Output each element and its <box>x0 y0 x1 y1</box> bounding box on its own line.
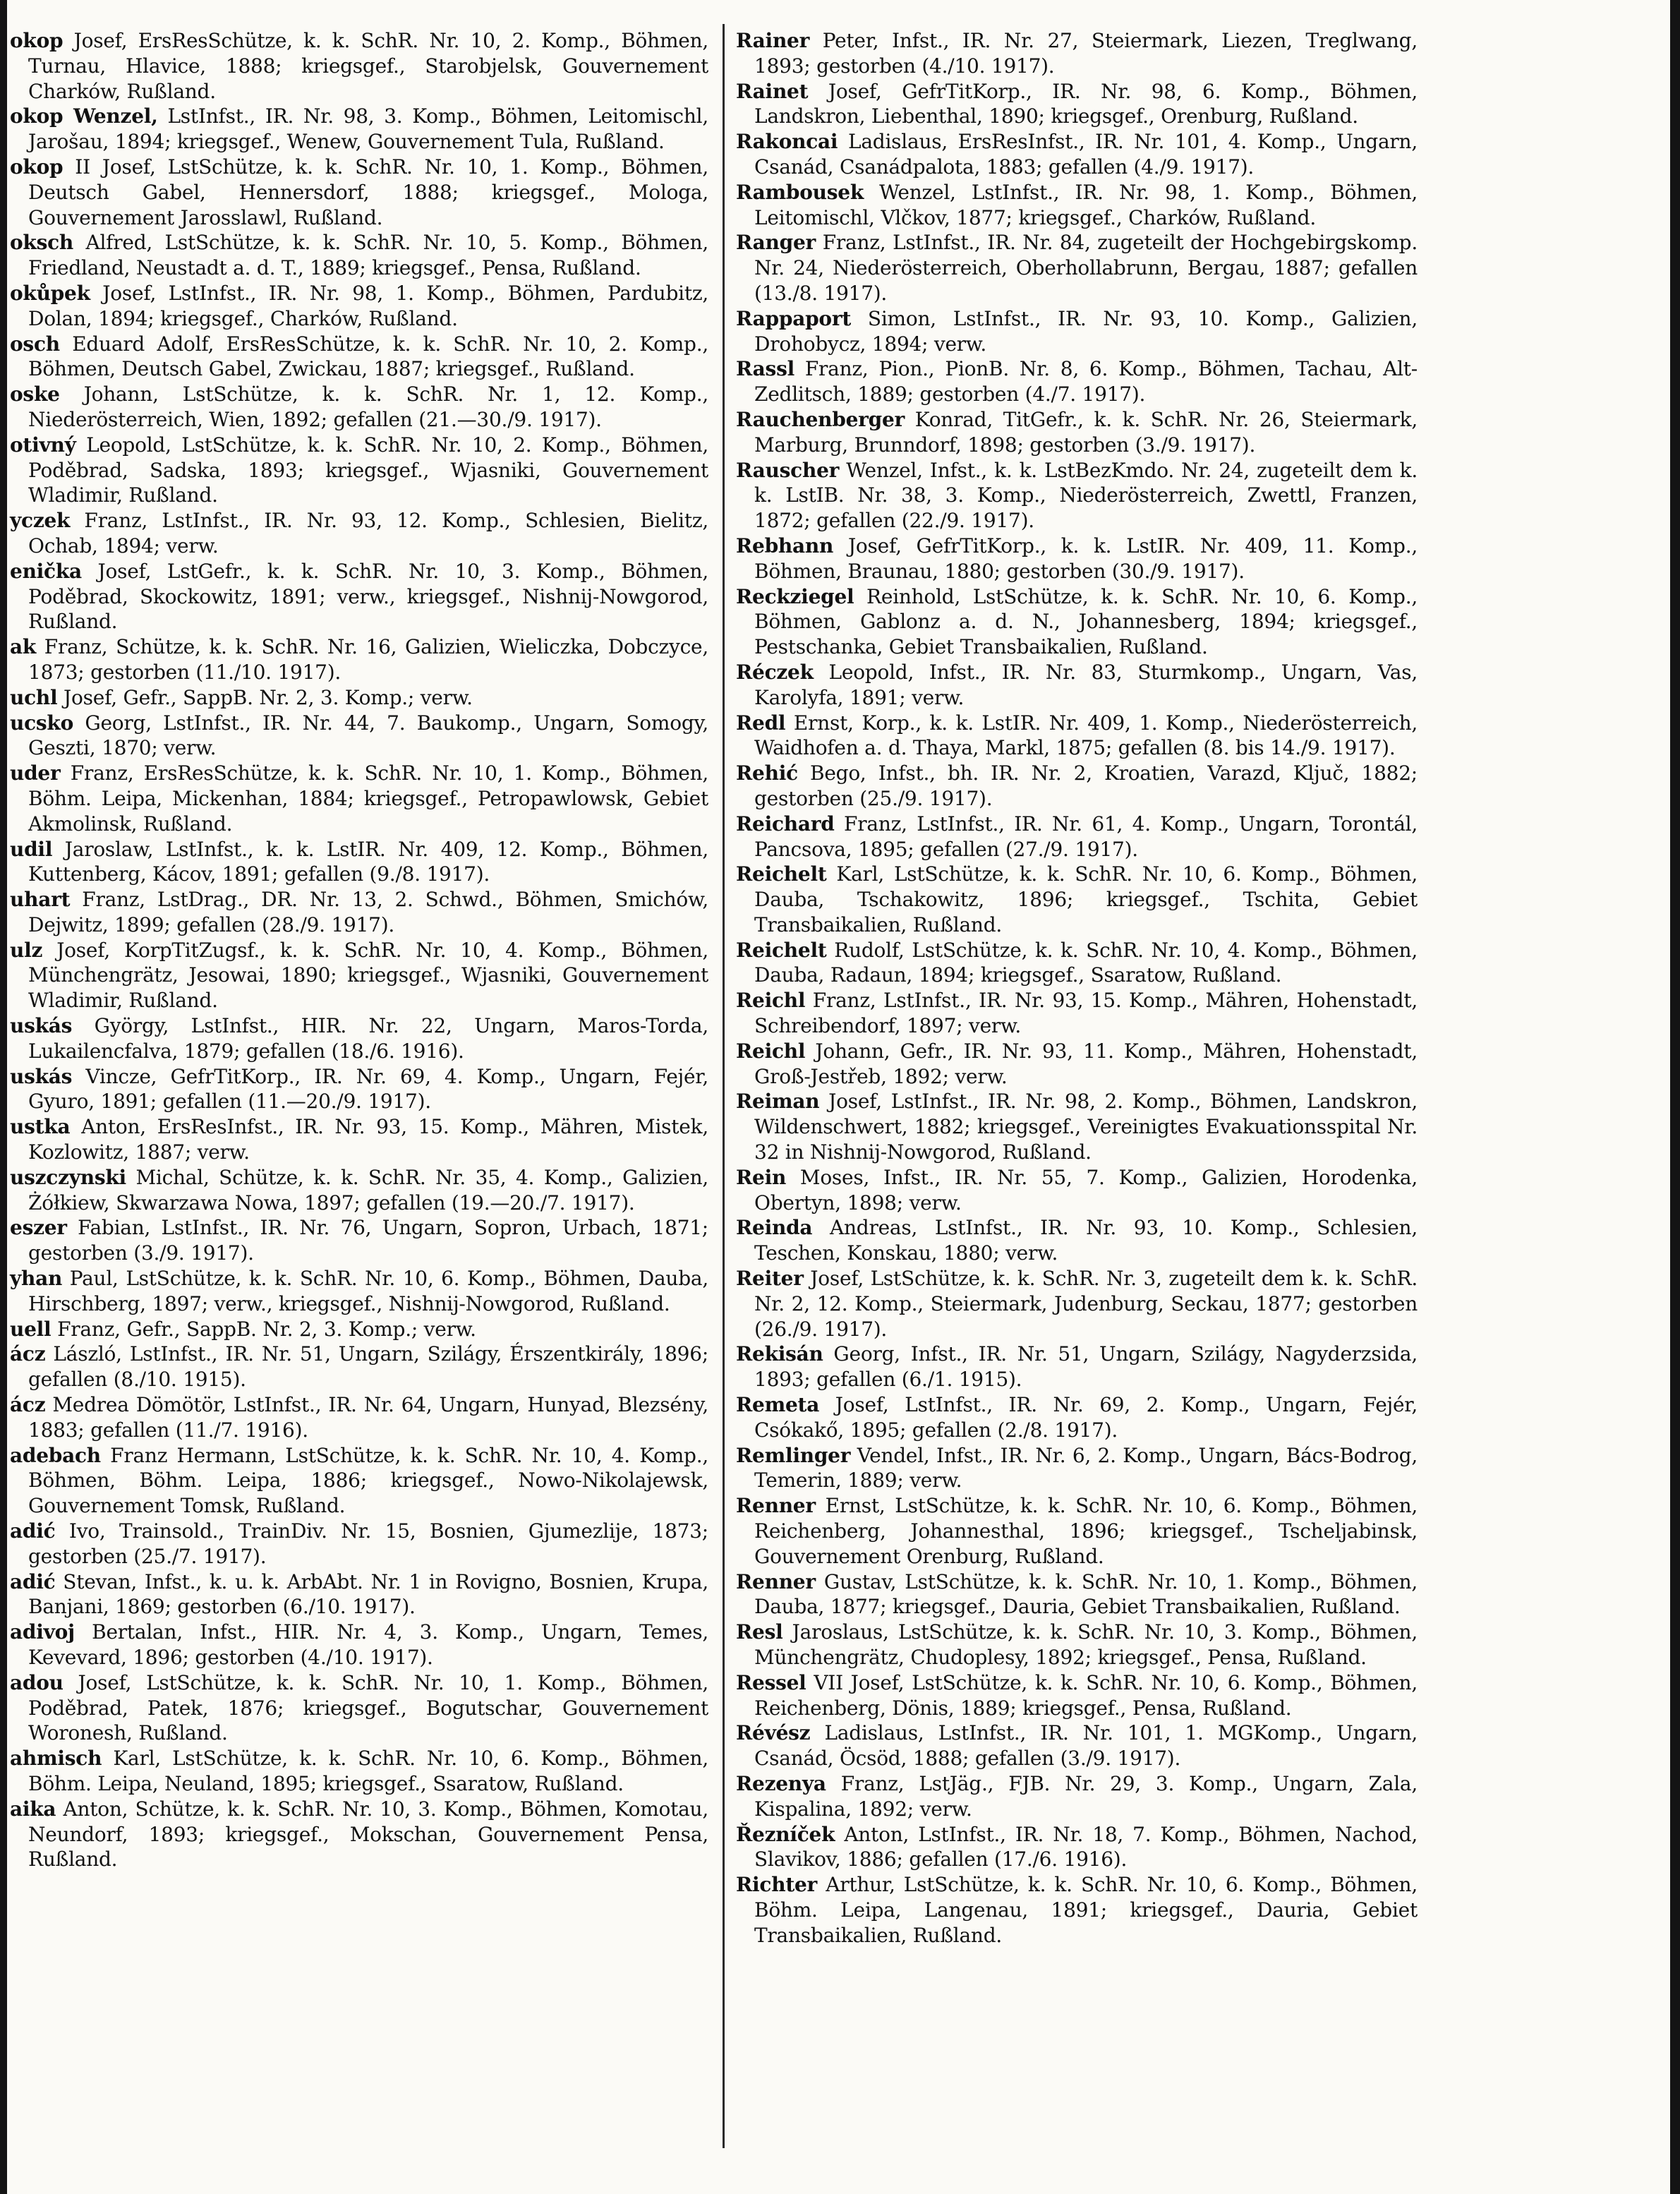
entry-details: Karl, LstSchütze, k. k. SchR. Nr. 10, 6. Komp., Böhmen, Böhm. Leipa, Neuland, 1895; kriegsgef., Ssaratow, Rußland. <box>28 1747 708 1795</box>
entry-details: Peter, Infst., IR. Nr. 27, Steiermark, Liezen, Treglwang, 1893; gestorben (4./10. 1917). <box>754 29 1418 78</box>
entry-details: Georg, Infst., IR. Nr. 51, Ungarn, Szilágy, Nagyderzsida, 1893; gefallen (6./1. 1915). <box>754 1342 1418 1392</box>
entry-details: Jaroslaw, LstInfst., k. k. LstIR. Nr. 409, 12. Komp., Böhmen, Kuttenberg, Kácov, 1891; gefallen (9./8. 1917). <box>28 837 708 886</box>
list-entry <box>736 761 1418 812</box>
list-entry <box>10 1013 708 1064</box>
list-entry <box>736 711 1418 761</box>
list-entry <box>10 508 708 559</box>
list-entry <box>736 812 1418 862</box>
entry-details: Josef, GefrTitKorp., k. k. LstIR. Nr. 409, 11. Komp., Böhmen, Braunau, 1880; gestorben (30./9. 1917). <box>754 534 1418 583</box>
entry-surname: Rehić <box>736 761 798 785</box>
entry-details: Rudolf, LstSchütze, k. k. SchR. Nr. 10, 4. Komp., Böhmen, Dauba, Radaun, 1894; kriegsgef., Ssaratow, Rußland. <box>754 938 1418 987</box>
list-entry <box>736 988 1418 1039</box>
list-entry <box>10 281 708 332</box>
list-entry <box>736 1089 1418 1164</box>
list-entry <box>10 1746 708 1797</box>
list-entry <box>736 534 1418 584</box>
entry-surname: Révész <box>736 1721 811 1745</box>
entry-surname: Řezníček <box>736 1822 835 1846</box>
list-entry <box>10 230 708 281</box>
entry-details: Medrea Dömötör, LstInfst., IR. Nr. 64, Ungarn, Hunyad, Blezsény, 1883; gefallen (11./7. 1916). <box>28 1393 708 1442</box>
list-entry <box>736 862 1418 937</box>
list-entry <box>736 1392 1418 1443</box>
entry-details: Josef, LstGefr., k. k. SchR. Nr. 10, 3. Komp., Böhmen, Poděbrad, Skockowitz, 1891; verw., kriegsgef., Nishnij-Nowgorod, Rußland. <box>28 559 708 634</box>
entry-surname: otivný <box>10 433 76 457</box>
entry-details: Alfred, LstSchütze, k. k. SchR. Nr. 10, 5. Komp., Böhmen, Friedland, Neustadt a. d. T., 1889; kriegsgef., Pensa, Rußland. <box>28 231 708 280</box>
entry-details: Franz Hermann, LstSchütze, k. k. SchR. Nr. 10, 4. Komp., Böhmen, Böhm. Leipa, 1886; kriegsgef., Nowo-Nikolajewsk, Gouvernement Tomsk, Rußland. <box>28 1443 708 1518</box>
entry-surname: Rekisán <box>736 1342 823 1366</box>
entry-details: Franz, LstInfst., IR. Nr. 93, 12. Komp., Schlesien, Bielitz, Ochab, 1894; verw. <box>28 509 708 557</box>
left-column <box>10 28 708 1872</box>
entry-details: Andreas, LstInfst., IR. Nr. 93, 10. Komp., Schlesien, Teschen, Konskau, 1880; verw. <box>754 1216 1418 1265</box>
entry-surname: okop <box>10 155 64 179</box>
list-entry <box>10 382 708 433</box>
list-entry <box>736 1670 1418 1721</box>
entry-surname: yczek <box>10 509 71 533</box>
entry-surname: Reiter <box>736 1267 804 1291</box>
entry-details: Stevan, Infst., k. u. k. ArbAbt. Nr. 1 in Rovigno, Bosnien, Krupa, Banjani, 1869; gestorben (6./10. 1917). <box>28 1569 708 1619</box>
entry-surname: Renner <box>736 1494 816 1518</box>
entry-surname: Ressel <box>736 1670 806 1694</box>
list-entry <box>10 28 708 104</box>
list-entry <box>10 887 708 938</box>
entry-surname: Rauchenberger <box>736 407 905 431</box>
entry-details: Franz, LstInfst., IR. Nr. 61, 4. Komp., Ungarn, Torontál, Pancsova, 1895; gefallen (27./9. 1917). <box>754 812 1418 861</box>
entry-details: Michal, Schütze, k. k. SchR. Nr. 35, 4. Komp., Galizien, Żółkiew, Skwarzawa Nowa, 1897; gefallen (19.—20./7. 1917). <box>28 1165 708 1214</box>
list-entry <box>736 938 1418 989</box>
list-entry <box>10 1443 708 1519</box>
entry-surname: Reckziegel <box>736 584 854 608</box>
entry-surname: yhan <box>10 1267 63 1291</box>
list-entry <box>10 1266 708 1317</box>
list-entry <box>736 1620 1418 1670</box>
list-entry <box>736 660 1418 711</box>
list-entry <box>736 1039 1418 1090</box>
list-entry <box>736 1872 1418 1948</box>
left-scan-edge <box>0 0 7 2194</box>
list-entry <box>736 79 1418 130</box>
entry-surname: Richter <box>736 1873 818 1897</box>
entry-details: Konrad, TitGefr., k. k. SchR. Nr. 26, Steiermark, Marburg, Brunndorf, 1898; gestorben (3./9. 1917). <box>754 407 1418 457</box>
list-entry <box>10 1620 708 1670</box>
entry-details: VII Josef, LstSchütze, k. k. SchR. Nr. 10, 6. Komp., Böhmen, Reichenberg, Dönis, 1889; kriegsgef., Pensa, Rußland. <box>754 1670 1418 1720</box>
entry-surname: adić <box>10 1519 56 1543</box>
entry-surname: adivoj <box>10 1620 75 1644</box>
entry-surname: ustka <box>10 1115 71 1139</box>
entry-surname: Rainer <box>736 29 810 52</box>
list-entry <box>10 433 708 508</box>
entry-surname: Redl <box>736 711 786 735</box>
entry-details: Karl, LstSchütze, k. k. SchR. Nr. 10, 6. Komp., Böhmen, Dauba, Tschakowitz, 1896; kriegsgef., Tschita, Gebiet Transbaikalien, Rußland. <box>754 862 1418 936</box>
list-entry <box>10 711 708 761</box>
entry-details: Simon, LstInfst., IR. Nr. 93, 10. Komp., Galizien, Drohobycz, 1894; verw. <box>754 306 1418 356</box>
entry-surname: adić <box>10 1569 56 1593</box>
list-entry <box>736 230 1418 306</box>
list-entry <box>10 1392 708 1443</box>
entry-surname: adebach <box>10 1443 101 1467</box>
list-entry <box>736 407 1418 458</box>
entry-surname: Rebhann <box>736 534 834 557</box>
entry-surname: Rakoncai <box>736 130 838 154</box>
entry-details: Franz, LstInfst., IR. Nr. 93, 15. Komp., Mähren, Hohenstadt, Schreibendorf, 1897; verw. <box>754 989 1418 1038</box>
entry-surname: Reichl <box>736 989 806 1013</box>
entry-surname: Remeta <box>736 1393 820 1417</box>
list-entry <box>736 28 1418 79</box>
list-entry <box>10 837 708 888</box>
entry-surname: okop Wenzel, <box>10 104 158 128</box>
entry-details: Anton, Schütze, k. k. SchR. Nr. 10, 3. Komp., Böhmen, Komotau, Neundorf, 1893; kriegsgef., Mokschan, Gouvernement Pensa, Rußland. <box>28 1797 708 1871</box>
entry-details: Franz, Gefr., SappB. Nr. 2, 3. Komp.; verw. <box>51 1317 476 1341</box>
entry-surname: Réczek <box>736 660 814 684</box>
list-entry <box>10 685 708 711</box>
list-entry <box>10 761 708 836</box>
list-entry <box>10 1797 708 1872</box>
entry-details: Josef, Gefr., SappB. Nr. 2, 3. Komp.; verw. <box>57 685 473 709</box>
entry-surname: okop <box>10 29 64 52</box>
entry-details: LstInfst., IR. Nr. 98, 3. Komp., Böhmen, Leitomischl, Jarošau, 1894; kriegsgef., Wenew, Gouvernement Tula, Rußland. <box>28 104 708 154</box>
list-entry <box>10 1569 708 1620</box>
entry-details: Johann, Gefr., IR. Nr. 93, 11. Komp., Mähren, Hohenstadt, Groß-Jestřeb, 1892; verw. <box>754 1039 1418 1088</box>
column-divider <box>723 24 725 2148</box>
entry-surname: Renner <box>736 1569 816 1593</box>
entry-surname: uchl <box>10 685 58 709</box>
entry-details: Bego, Infst., bh. IR. Nr. 2, Kroatien, Varazd, Ključ, 1882; gestorben (25./9. 1917). <box>754 761 1418 810</box>
entry-details: Vendel, Infst., IR. Nr. 6, 2. Komp., Ungarn, Bács-Bodrog, Temerin, 1889; verw. <box>754 1443 1418 1493</box>
entry-details: Eduard Adolf, ErsResSchütze, k. k. SchR. Nr. 10, 2. Komp., Böhmen, Deutsch Gabel, Zwickau, 1887; kriegsgef., Rußland. <box>28 332 708 381</box>
entry-surname: Rauscher <box>736 458 840 482</box>
list-entry <box>736 180 1418 231</box>
list-entry <box>736 1569 1418 1620</box>
entry-details: Ladislaus, LstInfst., IR. Nr. 101, 1. MGKomp., Ungarn, Csanád, Öcsöd, 1888; gefallen (3./9. 1917). <box>754 1721 1418 1771</box>
entry-surname: uskás <box>10 1064 73 1088</box>
list-entry <box>736 1165 1418 1216</box>
entry-details: László, LstInfst., IR. Nr. 51, Ungarn, Szilágy, Érszentkirály, 1896; gefallen (8./10. 1915). <box>28 1342 708 1392</box>
entry-surname: Remlinger <box>736 1443 851 1467</box>
list-entry <box>10 559 708 634</box>
entry-surname: uskás <box>10 1014 73 1038</box>
entry-details: Bertalan, Infst., HIR. Nr. 4, 3. Komp., Ungarn, Temes, Kevevard, 1896; gestorben (4./10. 1917). <box>28 1620 708 1669</box>
list-entry <box>10 938 708 1013</box>
entry-surname: eszer <box>10 1216 67 1240</box>
entry-details: Josef, ErsResSchütze, k. k. SchR. Nr. 10, 2. Komp., Böhmen, Turnau, Hlavice, 1888; kriegsgef., Starobjelsk, Gouvernement Charków, Rußland. <box>28 29 708 103</box>
list-entry <box>736 1493 1418 1569</box>
list-entry <box>10 1342 708 1392</box>
entry-details: Ernst, Korp., k. k. LstIR. Nr. 409, 1. Komp., Niederösterreich, Waidhofen a. d. Thaya, Markl, 1875; gefallen (8. bis 14./9. 1917). <box>754 711 1418 760</box>
entry-surname: ak <box>10 635 37 659</box>
entry-surname: ulz <box>10 938 43 962</box>
entry-details: Franz, ErsResSchütze, k. k. SchR. Nr. 10, 1. Komp., Böhmen, Böhm. Leipa, Mickenhan, 1884; kriegsgef., Petropawlowsk, Gebiet Akmolinsk, Rußland. <box>28 761 708 836</box>
entry-surname: Reiman <box>736 1090 820 1114</box>
list-entry <box>10 1519 708 1569</box>
entry-details: Josef, LstInfst., IR. Nr. 98, 1. Komp., Böhmen, Pardubitz, Dolan, 1894; kriegsgef., Charków, Rußland. <box>28 281 708 330</box>
entry-details: Arthur, LstSchütze, k. k. SchR. Nr. 10, 6. Komp., Böhmen, Böhm. Leipa, Langenau, 1891; kriegsgef., Dauria, Gebiet Transbaikalien, Rußland. <box>754 1873 1418 1947</box>
entry-surname: enička <box>10 559 82 583</box>
entry-details: Wenzel, Infst., k. k. LstBezKmdo. Nr. 24, zugeteilt dem k. k. LstIB. Nr. 38, 3. Komp., Niederösterreich, Zwettl, Franzen, 1872; gefallen (22./9. 1917). <box>754 458 1418 533</box>
entry-details: Moses, Infst., IR. Nr. 55, 7. Komp., Galizien, Horodenka, Obertyn, 1898; verw. <box>754 1165 1418 1214</box>
entry-details: Ladislaus, ErsResInfst., IR. Nr. 101, 4. Komp., Ungarn, Csanád, Csanádpalota, 1883; gefallen (4./9. 1917). <box>754 130 1418 179</box>
entry-surname: ácz <box>10 1393 46 1417</box>
entry-surname: Rambousek <box>736 180 864 204</box>
right-column <box>736 28 1418 1948</box>
list-entry <box>736 1771 1418 1822</box>
list-entry <box>736 458 1418 534</box>
entry-surname: udil <box>10 837 53 861</box>
entry-details: Ernst, LstSchütze, k. k. SchR. Nr. 10, 6. Komp., Böhmen, Reichenberg, Johannesthal, 1896; kriegsgef., Tscheljabinsk, Gouvernement Orenburg, Rußland. <box>754 1494 1418 1568</box>
entry-details: Franz, LstJäg., FJB. Nr. 29, 3. Komp., Ungarn, Zala, Kispalina, 1892; verw. <box>754 1771 1418 1821</box>
entry-details: II Josef, LstSchütze, k. k. SchR. Nr. 10, 1. Komp., Böhmen, Deutsch Gabel, Hennersdorf, 1888; kriegsgef., Mologa, Gouvernement Jarosslawl, Rußland. <box>28 155 708 229</box>
list-entry <box>736 129 1418 180</box>
entry-details: Josef, LstInfst., IR. Nr. 98, 2. Komp., Böhmen, Landskron, Wildenschwert, 1882; kriegsgef., Vereinigtes Evakuationsspital Nr. 32 in Nishnij-Nowgorod, Rußland. <box>754 1090 1418 1164</box>
entry-surname: Rassl <box>736 357 794 381</box>
entry-surname: okůpek <box>10 281 90 305</box>
entry-details: Leopold, Infst., IR. Nr. 83, Sturmkomp., Ungarn, Vas, Karolyfa, 1891; verw. <box>754 660 1418 709</box>
entry-details: Gustav, LstSchütze, k. k. SchR. Nr. 10, 1. Komp., Böhmen, Dauba, 1877; kriegsgef., Dauria, Gebiet Transbaikalien, Rußland. <box>754 1569 1418 1619</box>
list-entry <box>10 1114 708 1165</box>
list-entry <box>736 1822 1418 1873</box>
entry-details: Josef, LstSchütze, k. k. SchR. Nr. 3, zugeteilt dem k. k. SchR. Nr. 2, 12. Komp., Steiermark, Judenburg, Seckau, 1877; gestorben (26./9. 1917). <box>754 1267 1418 1341</box>
entry-surname: Reinda <box>736 1216 813 1240</box>
entry-details: Josef, GefrTitKorp., IR. Nr. 98, 6. Komp., Böhmen, Landskron, Liebenthal, 1890; kriegsgef., Orenburg, Rußland. <box>754 79 1418 128</box>
entry-details: Vincze, GefrTitKorp., IR. Nr. 69, 4. Komp., Ungarn, Fejér, Gyuro, 1891; gefallen (11.—20./9. 1917). <box>28 1064 708 1114</box>
list-entry <box>10 104 708 155</box>
entry-details: Anton, ErsResInfst., IR. Nr. 93, 15. Komp., Mähren, Mistek, Kozlowitz, 1887; verw. <box>28 1115 708 1164</box>
list-entry <box>10 634 708 685</box>
entry-surname: Ranger <box>736 231 816 255</box>
entry-surname: aika <box>10 1797 56 1821</box>
entry-surname: Rainet <box>736 79 809 103</box>
list-entry <box>10 1064 708 1115</box>
entry-details: György, LstInfst., HIR. Nr. 22, Ungarn, Maros-Torda, Lukailencfalva, 1879; gefallen (18./6. 1916). <box>28 1014 708 1063</box>
list-entry <box>10 1317 708 1342</box>
entry-details: Josef, LstInfst., IR. Nr. 69, 2. Komp., Ungarn, Fejér, Csókakő, 1895; gefallen (2./8. 1917). <box>754 1393 1418 1442</box>
entry-surname: oske <box>10 382 60 406</box>
list-entry <box>10 155 708 230</box>
entry-surname: Reichelt <box>736 938 827 962</box>
entry-details: Josef, KorpTitZugsf., k. k. SchR. Nr. 10, 4. Komp., Böhmen, Münchengrätz, Jesowai, 1890; kriegsgef., Wjasniki, Gouvernement Wladimir, Rußland. <box>28 938 708 1013</box>
entry-details: Franz, Pion., PionB. Nr. 8, 6. Komp., Böhmen, Tachau, Alt-Zedlitsch, 1889; gestorben (4./7. 1917). <box>754 357 1418 406</box>
entry-surname: Resl <box>736 1620 783 1644</box>
list-entry <box>10 1670 708 1746</box>
entry-surname: adou <box>10 1670 64 1694</box>
entry-details: Paul, LstSchütze, k. k. SchR. Nr. 10, 6. Komp., Böhmen, Dauba, Hirschberg, 1897; verw., kriegsgef., Nishnij-Nowgorod, Rußland. <box>28 1267 708 1315</box>
entry-surname: ucsko <box>10 711 73 735</box>
list-entry <box>736 584 1418 660</box>
entry-details: Ivo, Trainsold., TrainDiv. Nr. 15, Bosnien, Gjumezlije, 1873; gestorben (25./7. 1917). <box>28 1519 708 1568</box>
entry-details: Reinhold, LstSchütze, k. k. SchR. Nr. 10, 6. Komp., Böhmen, Gablonz a. d. N., Johannesberg, 1894; kriegsgef., Pestschanka, Gebiet Transbaikalien, Rußland. <box>754 584 1418 659</box>
entry-details: Franz, LstDrag., DR. Nr. 13, 2. Schwd., Böhmen, Smichów, Dejwitz, 1899; gefallen (28./9. 1917). <box>28 888 708 936</box>
list-entry <box>10 1215 708 1266</box>
entry-surname: Rezenya <box>736 1771 826 1795</box>
entry-surname: Reichelt <box>736 862 827 886</box>
entry-surname: Reichl <box>736 1039 806 1063</box>
list-entry <box>736 1215 1418 1266</box>
entry-details: Leopold, LstSchütze, k. k. SchR. Nr. 10, 2. Komp., Böhmen, Poděbrad, Sadska, 1893; kriegsgef., Wjasniki, Gouvernement Wladimir, Rußland. <box>28 433 708 507</box>
entry-details: Josef, LstSchütze, k. k. SchR. Nr. 10, 1. Komp., Böhmen, Poděbrad, Patek, 1876; kriegsgef., Bogutschar, Gouvernement Woronesh, Rußland. <box>28 1670 708 1745</box>
entry-surname: oksch <box>10 231 73 255</box>
entry-details: Wenzel, LstInfst., IR. Nr. 98, 1. Komp., Böhmen, Leitomischl, Vlčkov, 1877; kriegsgef., Charków, Rußland. <box>754 180 1418 229</box>
list-entry <box>736 1720 1418 1771</box>
entry-details: Franz, Schütze, k. k. SchR. Nr. 16, Galizien, Wieliczka, Dobczyce, 1873; gestorben (11./10. 1917). <box>28 635 708 684</box>
list-entry <box>10 332 708 382</box>
entry-surname: ácz <box>10 1342 46 1366</box>
list-entry <box>736 1443 1418 1494</box>
entry-surname: uszczynski <box>10 1165 126 1189</box>
list-entry <box>736 1342 1418 1392</box>
right-scan-edge <box>1670 0 1680 2194</box>
entry-surname: ahmisch <box>10 1747 102 1771</box>
entry-surname: osch <box>10 332 60 356</box>
entry-surname: Reichard <box>736 812 835 836</box>
entry-details: Georg, LstInfst., IR. Nr. 44, 7. Baukomp., Ungarn, Somogy, Geszti, 1870; verw. <box>28 711 708 760</box>
entry-surname: Rein <box>736 1165 787 1189</box>
entry-surname: Rappaport <box>736 306 852 330</box>
list-entry <box>10 1165 708 1216</box>
entry-details: Franz, LstInfst., IR. Nr. 84, zugeteilt der Hochgebirgskomp. Nr. 24, Niederösterreich, Oberhollabrunn, Bergau, 1887; gefallen (13./8. 1917). <box>754 231 1418 305</box>
entry-surname: uder <box>10 761 61 785</box>
entry-surname: uhart <box>10 888 71 912</box>
entry-surname: uell <box>10 1317 52 1341</box>
list-entry <box>736 1266 1418 1342</box>
entry-details: Anton, LstInfst., IR. Nr. 18, 7. Komp., Böhmen, Nachod, Slavikov, 1886; gefallen (17./6. 1916). <box>754 1822 1418 1871</box>
entry-details: Fabian, LstInfst., IR. Nr. 76, Ungarn, Sopron, Urbach, 1871; gestorben (3./9. 1917). <box>28 1216 708 1265</box>
entry-details: Johann, LstSchütze, k. k. SchR. Nr. 1, 12. Komp., Niederösterreich, Wien, 1892; gefallen (21.—30./9. 1917). <box>28 382 708 431</box>
list-entry <box>736 306 1418 357</box>
entry-details: Jaroslaus, LstSchütze, k. k. SchR. Nr. 10, 3. Komp., Böhmen, Münchengrätz, Chudoplesy, 1892; kriegsgef., Pensa, Rußland. <box>754 1620 1418 1669</box>
list-entry <box>736 356 1418 407</box>
